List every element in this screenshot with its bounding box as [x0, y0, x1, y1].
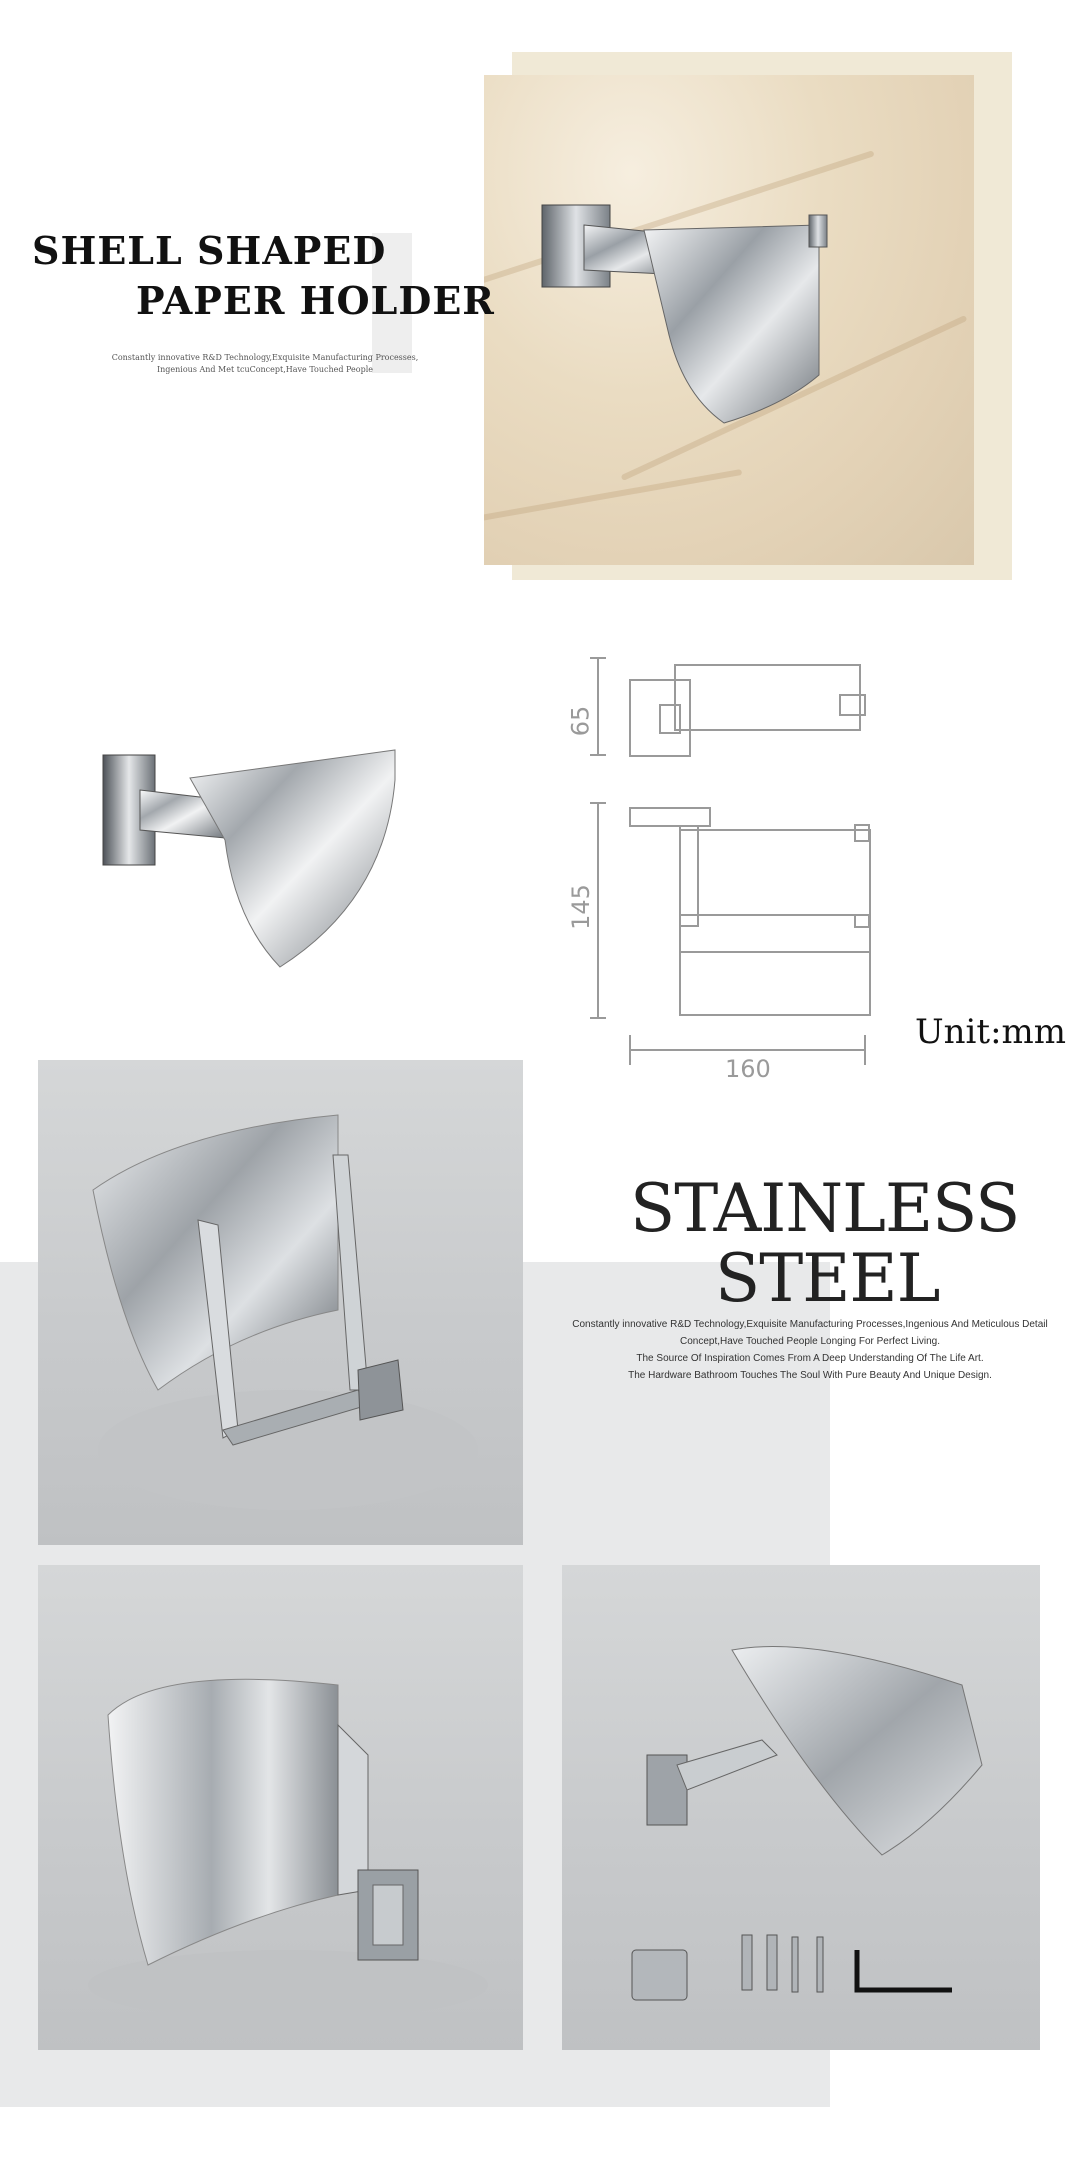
product-photo-with-accessories	[562, 1565, 1040, 2050]
material-description	[560, 1316, 1060, 1384]
holder-angle-2-illustration	[38, 1565, 523, 2050]
height-dimension-label: 145	[566, 884, 595, 930]
hero-product-photo	[484, 75, 974, 565]
wall-plate-icon	[632, 1950, 687, 2000]
material-desc-line2: Concept,Have Touched People Longing For Perfect Living.	[680, 1336, 940, 1347]
product-photo-angle-1	[38, 1060, 523, 1545]
depth-dimension-label: 65	[566, 705, 595, 737]
product-side-image	[95, 720, 405, 980]
material-desc-line4: The Hardware Bathroom Touches The Soul With Pure Beauty And Unique Design.	[628, 1370, 992, 1381]
hero-subtitle	[90, 352, 440, 376]
material-title-line2: STEEL	[715, 1240, 940, 1317]
screws-and-anchors-icon	[742, 1935, 823, 1992]
holder-and-accessories-illustration	[562, 1565, 1040, 2050]
width-dimension-label: 160	[725, 1055, 771, 1083]
unit-label: Unit:mm	[915, 1012, 1067, 1052]
holder-angle-1-illustration	[38, 1060, 523, 1545]
hero-subtitle-line2: Ingenious And Met tcuConcept,Have Touched People	[156, 365, 374, 374]
hex-key-icon	[857, 1950, 952, 1990]
holder-illustration	[484, 75, 974, 565]
hero-title-line2: PAPER HOLDER	[136, 278, 495, 323]
hero-title-line1: SHELL SHAPED	[32, 228, 387, 273]
hero-subtitle-line1: Constantly innovative R&D Technology,Exquisite Manufacturing Processes,	[111, 353, 419, 362]
material-desc-line1: Constantly innovative R&D Technology,Exquisite Manufacturing Processes,Ingenious And Meticulous Detail	[572, 1319, 1048, 1330]
material-desc-line3: The Source Of Inspiration Comes From A Deep Understanding Of The Life Art.	[636, 1353, 984, 1364]
material-title-line1: STAINLESS	[630, 1170, 1020, 1247]
product-photo-angle-2	[38, 1565, 523, 2050]
